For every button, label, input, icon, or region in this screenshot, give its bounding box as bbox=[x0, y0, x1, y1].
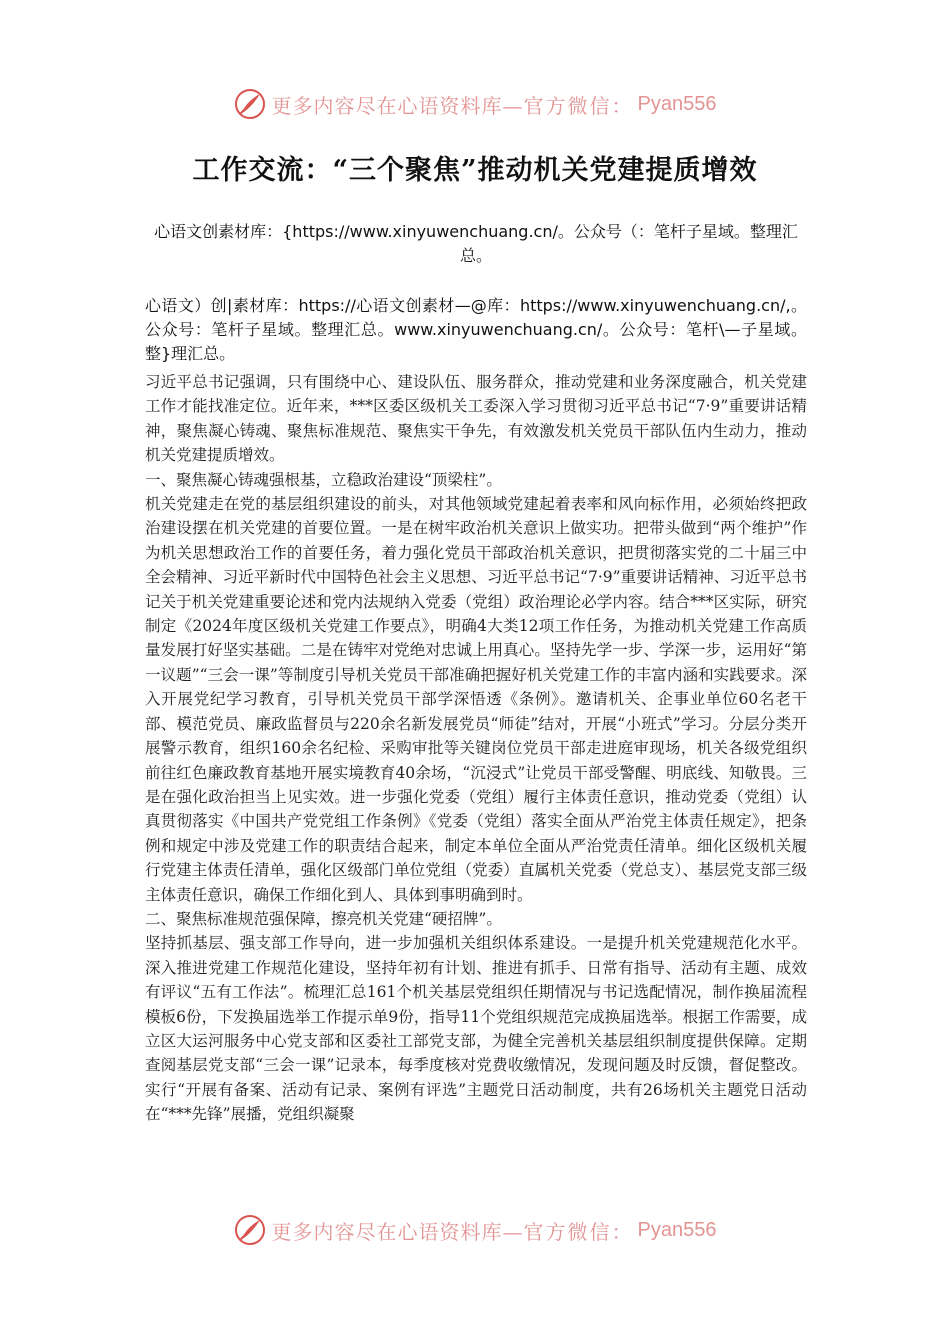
paragraph-intro: 习近平总书记强调，只有围绕中心、建设队伍、服务群众，推动党建和业务深度融合，机关党建工作才能找准定位。近年来，***区委区级机关工委深入学习贯彻习近平总书记“7·9”重要讲话精神，聚焦凝心铸魂、聚焦标准规范、聚焦实干争先，有效激发机关党员干部队伍内生动力，推动机关党建提质增效。 bbox=[145, 373, 807, 465]
banner-text: 更多内容尽在心语资料库— bbox=[271, 93, 524, 118]
copyright-notice: 心语文）创|素材库：https://心语文创素材—@库：https://www.xinyuwenchuang.cn/,。公众号：笔杆子星域。整理汇总。www.xinyuwenchuang.cn/。公众号：笔杆\—子星域。整}理汇总。 bbox=[145, 296, 807, 363]
footer-banner bbox=[0, 1210, 950, 1250]
section-heading-1: 一、聚焦凝心铸魂强根基，立稳政治建设“顶梁柱”。 bbox=[145, 470, 502, 489]
header-banner bbox=[0, 84, 950, 124]
banner-text: 更多内容尽在心语资料库— bbox=[271, 1219, 524, 1244]
page-title: 工作交流：“三个聚焦”推动机关党建提质增效 bbox=[192, 155, 758, 186]
banner-wechat-label: 官方微信： bbox=[523, 1219, 634, 1244]
article-body bbox=[145, 370, 807, 1127]
paragraph-section-1: 机关党建走在党的基层组织建设的前头，对其他领域党建起着表率和风向标作用，必须始终把政治建设摆在机关党建的首要位置。一是在树牢政治机关意识上做实功。把带头做到“两个维护”作为机关思想政治工作的首要任务，着力强化党员干部政治机关意识，把贯彻落实党的二十届三中全会精神、习近平新时代中国特色社会主义思想、习近平总书记“7·9”重要讲话精神、习近平总书记关于机关党建重要论述和党内法规纳入党委（党组）政治理论必学内容。结合***区实际，研究制定《2024年度区级机关党建工作要点》，明确4大类12项工作任务，为推动机关党建工作高质量发展打好坚实基础。二是在铸牢对党绝对忠诚上用真心。坚持先学一步、学深一步，运用好“第一议题”“三会一课”等制度引导机关党员干部准确把握好机关党建工作的丰富内涵和实践要求。深入开展党纪学习教育，引导机关党员干部学深悟透《条例》。邀请机关、企事业单位60名老干部、模范党员、廉政监督员与220余名新发展党员“师徒”结对，开展“小班式”学习。分层分类开展警示教育，组织160余名纪检、采购审批等关键岗位党员干部走进庭审现场，机关各级党组织前往红色廉政教育基地开展实境教育40余场，“沉浸式”让党员干部受警醒、明底线、知敬畏。三是在强化政治担当上见实效。进一步强化党委（党组）履行主体责任意识，推动党委（党组）认真贯彻落实《中国共产党党组工作条例》《党委（党组）落实全面从严治党主体责任规定》，把条例和规定中涉及党建工作的职责结合起来，制定本单位全面从严治党责任清单。细化区级机关履行党建主体责任清单，强化区级部门单位党组（党委）直属机关党委（党总支）、基层党支部三级主体责任意识，确保工作细化到人、具体到事明确到时。 bbox=[145, 495, 807, 904]
quill-logo-icon bbox=[234, 1214, 266, 1246]
section-heading-2: 二、聚焦标准规范强保障，擦亮机关党建“硬招牌”。 bbox=[145, 909, 502, 928]
banner-wechat-label: 官方微信： bbox=[523, 93, 634, 118]
banner-wechat-id: Pyan556 bbox=[637, 1218, 717, 1241]
source-line: 心语文创素材库：{https://www.xinyuwenchuang.cn/。公众号（：笔杆子星域。整理汇总。 bbox=[154, 222, 798, 265]
quill-logo-icon bbox=[234, 88, 266, 120]
banner-wechat-id: Pyan556 bbox=[637, 92, 717, 115]
paragraph-section-2: 坚持抓基层、强支部工作导向，进一步加强机关组织体系建设。一是提升机关党建规范化水平。深入推进党建工作规范化建设，坚持年初有计划、推进有抓手、日常有指导、活动有主题、成效有评议“五有工作法”。梳理汇总161个机关基层党组织任期情况与书记选配情况，制作换届流程模板6份，下发换届选举工作提示单9份，指导11个党组织规范完成换届选举。根据工作需要，成立区大运河服务中心党支部和区委社工部党支部，为健全完善机关基层组织制度提供保障。定期查阅基层党支部“三会一课”记录本，每季度核对党费收缴情况，发现问题及时反馈，督促整改。实行“开展有备案、活动有记录、案例有评选”主题党日活动制度，共有26场机关主题党日活动在“***先锋”展播，党组织凝聚 bbox=[145, 934, 807, 1124]
